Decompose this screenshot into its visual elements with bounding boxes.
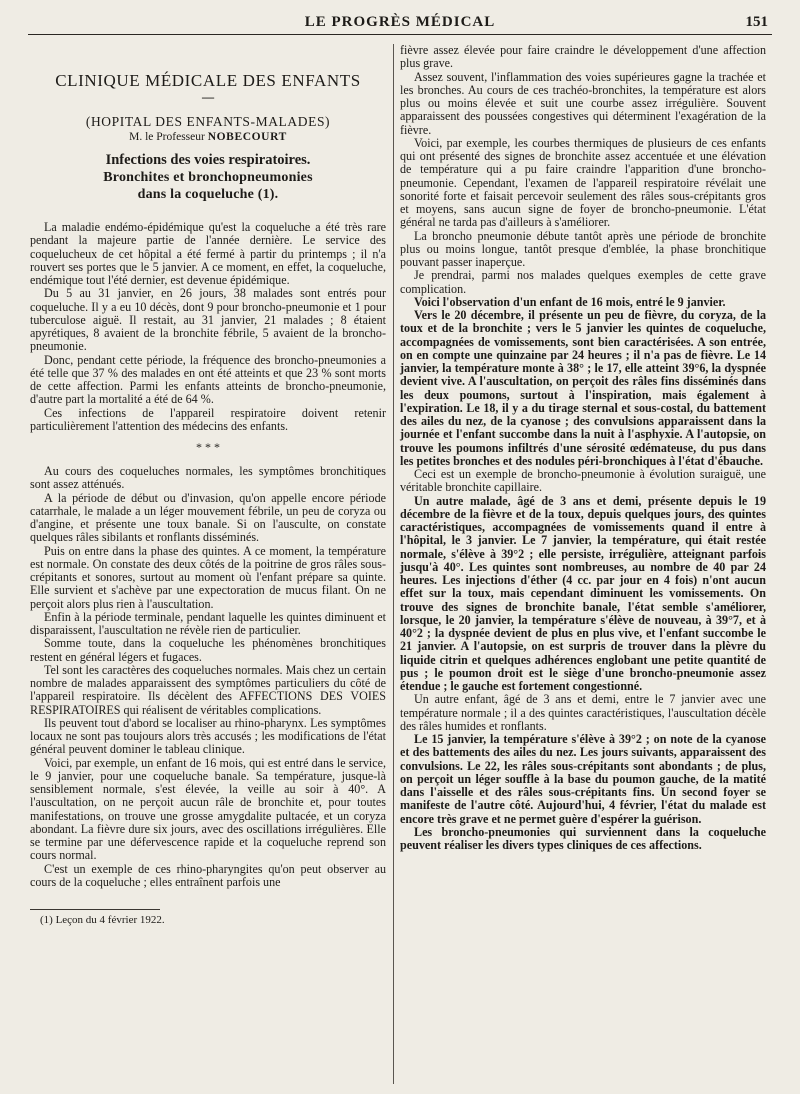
- journal-title: LE PROGRÈS MÉDICAL: [304, 14, 496, 30]
- body-paragraph: Ces infections de l'appareil respiratoire doivent retenir particulièrement l'attention des médecins des enfants.: [30, 405, 386, 433]
- body-paragraph: A la période de début ou d'invasion, qu'on appelle encore période catarrhale, le malade a un léger mouvement fébrile, un peu de coryza ou d'angine, et présente une toux banale. Si on l'ausculte, on constate quelques râles sibilants et ronflants disséminés.: [30, 490, 386, 545]
- page-number: 151: [745, 14, 768, 30]
- subtitle-line-1: Bronchites et bronchopneumonies: [103, 170, 313, 185]
- right-column: [400, 44, 766, 852]
- body-paragraph: Ils peuvent tout d'abord se localiser au rhino-pharynx. Les symptômes locaux ne sont pas toujours alors très accusés ; les modifications de l'état général peuvent dominer le tableau clinique.: [30, 715, 386, 757]
- running-head: [28, 12, 772, 35]
- body-paragraph: Tel sont les caractères des coqueluches normales. Mais chez un certain nombre de malades apparaissent des symptômes particuliers du côté de l'appareil respiratoire. Ils décèlent des AFFECTIONS DES VOIES RESPIRATOIRES qui réalisent de véritables complications.: [30, 662, 387, 717]
- body-paragraph: Le 15 janvier, la température s'élève à 39°2 ; on note de la cyanose et des battements des ailes du nez. Les jours suivants, apparaissent des convulsions. Le 22, les râles sous-crépitants sont abondants ; de plus, on perçoit un léger souffle à la base du poumon gauche, de la matité dans l'aisselle et des râles sous-crépitants fins. Un second foyer se manifeste de l'autre côté. Aujourd'hui, 4 février, l'état du malade est encore très grave et ne permet guère d'espérer la guérison.: [400, 732, 766, 826]
- body-paragraph: La maladie endémo-épidémique qu'est la coqueluche a été très rare pendant la majeure partie de l'année dernière. Le service des coquelucheux de cet hôpital a été fermé à partir du printemps ; il n'a rouvert ses portes que le 5 janvier. A ce moment, en effet, la coqueluche, endémique tout l'été dernier, est devenue épidémique.: [30, 220, 386, 287]
- body-paragraph: Somme toute, dans la coqueluche les phénomènes bronchitiques restent en général légers et fugaces.: [30, 636, 386, 664]
- body-paragraph: Enfin à la période terminale, pendant laquelle les quintes diminuent et disparaissent, l'auscultation ne révèle rien de particulier.: [30, 609, 386, 637]
- footnote-rule: [30, 909, 160, 910]
- body-paragraph: Du 5 au 31 janvier, en 26 jours, 38 malades sont entrés pour coqueluche. Il y a eu 10 décès, dont 9 pour broncho-pneumonie et 1 pour tuberculose aiguë. Il restait, au 31 janvier, 21 malades ; 8 étaient apyrétiques, 8 avaient de la bronchite fébrile, 5 avaient de la broncho-pneumonie.: [30, 286, 386, 354]
- body-paragraph: Puis on entre dans la phase des quintes. A ce moment, la température est normale. On constate des deux côtés de la poitrine de gros râles sous-crépitants et sonores, surtout au moment où l'enfant prépare sa quinte. Elle survient et s'achève par une expectoration de mucus filant. On ne perçoit alors plus rien à l'auscultation.: [30, 543, 386, 611]
- body-paragraph: Les broncho-pneumonies qui surviennent dans la coqueluche peuvent réaliser les divers types cliniques de ces affections.: [400, 824, 766, 852]
- body-paragraph: Voici, par exemple, les courbes thermiques de plusieurs de ces enfants qui ont présenté des signes de bronchite assez accentuée et une élévation de température qui a pu faire craindre l'apparition d'une broncho-pneumonie. Cependant, l'examen de l'appareil respiratoire révélait une sonorité forte et faisait percevoir seulement des râles sous-crépitants gros et moyens, sans aucun signe de foyer de broncho-pneumonie. L'état général ne tarda pas d'ailleurs à s'améliorer.: [400, 135, 766, 230]
- body-paragraph: Donc, pendant cette période, la fréquence des broncho-pneumonies a été telle que 37 % des malades en ont été atteints et que 23 % sont morts de cette affection. Parmi les enfants atteints de broncho-pneumonie, d'autre part la mortalité a été de 64 %.: [30, 352, 386, 407]
- body-paragraph: Assez souvent, l'inflammation des voies supérieures gagne la trachée et les bronches. Au cours de ces trachéo-bronchites, la température est alors plus ou moins élevée et suit une courbe assez irrégulière. Souvent apparaissent des poussées congestives qui déterminent l'exagération de la fièvre.: [400, 69, 766, 137]
- body-paragraph: Au cours des coqueluches normales, les symptômes bronchitiques sont assez atténués.: [30, 464, 386, 492]
- professor-line: [30, 131, 386, 144]
- body-paragraph: Un autre enfant, âgé de 3 ans et demi, entre le 7 janvier avec une température normale ; il a des quintes caractéristiques, l'auscultation décèle des râles humides et ronflants.: [400, 692, 766, 733]
- subtitle-line-2: dans la coqueluche (1).: [137, 187, 279, 202]
- title-dash: —: [201, 90, 215, 105]
- professor-name: NOBECOURT: [207, 130, 287, 143]
- body-paragraph: Je prendrai, parmi nos malades quelques exemples de cette grave complication.: [400, 268, 766, 296]
- hospital-name: (HOPITAL DES ENFANTS-MALADES): [85, 113, 331, 129]
- body-paragraph: La broncho pneumonie débute tantôt après une période de bronchite plus ou moins longue, tantôt presque d'emblée, la phase bronchitique pouvant passer inaperçue.: [400, 228, 766, 269]
- left-column: [30, 44, 386, 927]
- body-paragraph: fièvre assez élevée pour faire craindre le développement d'une affection plus grave.: [400, 43, 766, 71]
- body-paragraph: C'est un exemple de ces rhino-pharyngites qu'on peut observer au cours de la coqueluche ; elles entraînent parfois une: [30, 861, 386, 889]
- article-subtitle: [30, 169, 386, 203]
- body-paragraph: Ceci est un exemple de broncho-pneumonie à évolution suraiguë, une véritable bronchite capillaire.: [400, 467, 766, 495]
- article-subject: Infections des voies respiratoires.: [105, 152, 311, 168]
- column-divider: [393, 44, 394, 1084]
- body-paragraph: Voici, par exemple, un enfant de 16 mois, qui est entré dans le service, le 9 janvier, pour une coqueluche banale. Sa température, jusque-là sensiblement normale, s'est élevée, la veille au soir à 40°. A l'auscultation, on ne perçoit aucun râle de bronchite et, pour toutes manifestations, on trouve une grosse amygdalite pultacée, et un coryza abondant. La fièvre dure six jours, avec des oscillations irrégulières. Elle se termine par une défervescence rapide et la coqueluche reprend son cours normal.: [30, 755, 386, 863]
- clinic-title: CLINIQUE MÉDICALE DES ENFANTS: [55, 71, 361, 90]
- body-paragraph: Vers le 20 décembre, il présente un peu de fièvre, du coryza, de la toux et de la bronchite ; vers le 5 janvier les quintes de coqueluche, accompagnées de vomissements, sont bien caractérisées. A son entrée, on en compte une quinzaine par 24 heures ; il n'a pas de fièvre. Le 14 janvier, la température monte à 38° ; le 17, elle atteint 39°6, la dyspnée devient vive. A l'auscultation, on perçoit des râles fins disséminés dans les deux poumons, surtout à l'inspiration, mais également à l'expiration. Le 18, il y a du tirage sternal et sous-costal, du battement des ailes du nez, de la cyanose ; des convulsions apparaissent dans la journée et l'enfant succombe dans la nuit à l'asphyxie. A l'autopsie, on trouve les poumons infiltrés d'une sérosité œdémateuse, du pus dans les petites bronches et des nodules péri-bronchiques à l'état d'ébauche.: [400, 308, 766, 468]
- asterism: * * *: [196, 440, 220, 454]
- body-paragraph: Un autre malade, âgé de 3 ans et demi, présente depuis le 19 décembre de la fièvre et de la toux, depuis quelques jours, des quintes caractéristiques, accompagnées de vomissements quand il entre à l'hôpital, le 3 janvier. Le 7 janvier, la température, qui était restée normale, s'élève à 39°2 ; elle persiste, irrégulière, atteignant parfois jusqu'à 40°. Les quintes sont nombreuses, au nombre de 40 par 24 heures. Les injections d'éther (4 cc. par jour en 4 fois) n'ont aucun effet sur la toux, mais cependant diminuent les vomissements. On trouve des signes de bronchite banale, l'état semble s'améliorer, lorsque, le 20 janvier, la température s'élève de nouveau, à 39°7, et à 40°2 ; la dyspnée devient de plus en plus vive, et l'enfant succombe le 21 janvier. A l'autopsie, on est surpris de trouver dans la plèvre du liquide citrin et quelques adhérences englobant une petite quantité de pus ; le poumon droit est le siège d'une broncho-pneumonie assez étendue ; le gauche est fortement congestionné.: [400, 493, 766, 693]
- professor-prefix: M. le Professeur: [129, 130, 205, 143]
- body-paragraph: Voici l'observation d'un enfant de 16 mois, entré le 9 janvier.: [414, 294, 726, 309]
- footnote: (1) Leçon du 4 février 1922.: [40, 914, 165, 926]
